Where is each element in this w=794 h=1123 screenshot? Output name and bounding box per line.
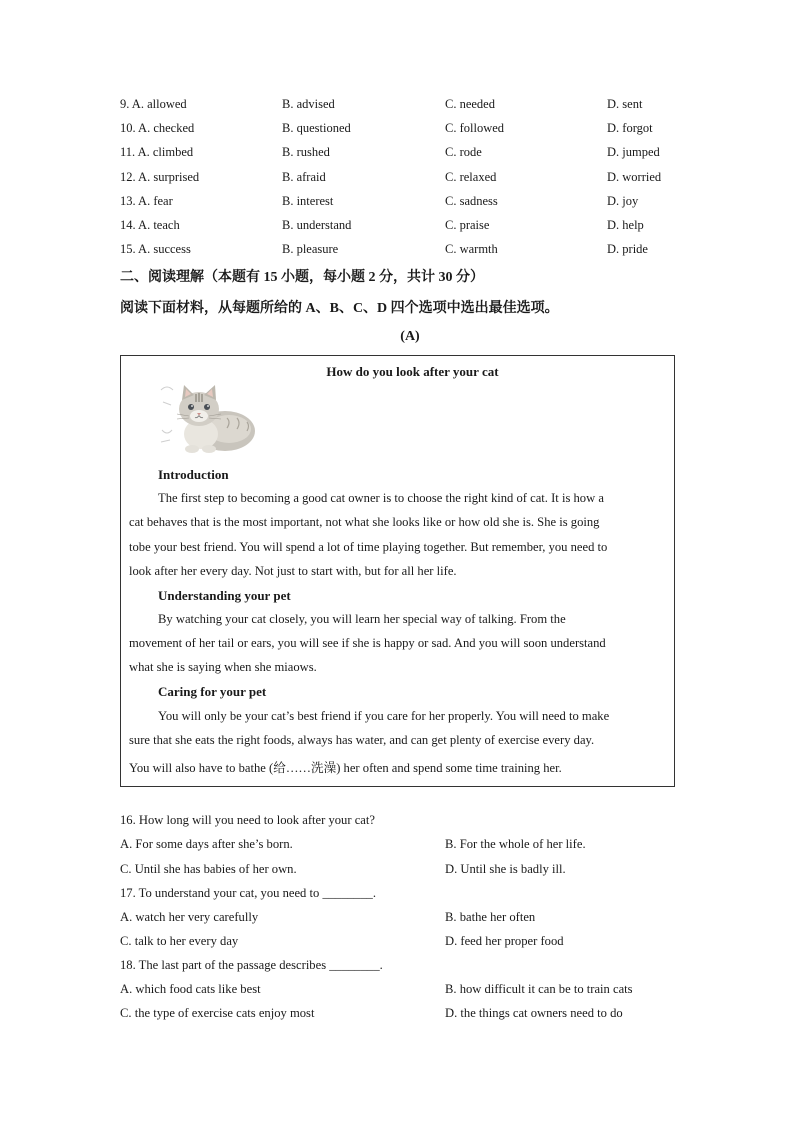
question-17: 17. To understand your cat, you need to ________. xyxy=(120,886,376,900)
intro-line: cat behaves that is the most important, not what she looks like or how old she is. She is going xyxy=(129,515,600,529)
option-b: B. advised xyxy=(282,97,335,111)
option-row-12 xyxy=(0,170,794,194)
passage-box xyxy=(120,355,675,787)
option-c: C. relaxed xyxy=(445,170,497,184)
option-c: C. praise xyxy=(445,218,490,232)
question-17-option-d: D. feed her proper food xyxy=(445,934,564,948)
option-d: D. worried xyxy=(607,170,662,184)
option-row-13 xyxy=(0,194,794,218)
option-c: C. sadness xyxy=(445,194,498,208)
option-c: C. needed xyxy=(445,97,495,111)
option-b: B. understand xyxy=(282,218,352,232)
option-d: D. forgot xyxy=(607,121,653,135)
understanding-line: movement of her tail or ears, you will see if she is happy or sad. And you will soon understand xyxy=(129,636,606,650)
intro-line: tobe your best friend. You will spend a lot of time playing together. But remember, you need to xyxy=(129,540,608,554)
option-b: B. interest xyxy=(282,194,334,208)
question-16-option-c: C. Until she has babies of her own. xyxy=(120,862,297,876)
option-c: C. warmth xyxy=(445,242,498,256)
question-16-option-d: D. Until she is badly ill. xyxy=(445,862,566,876)
question-18-option-a: A. which food cats like best xyxy=(120,982,261,996)
option-d: D. sent xyxy=(607,97,643,111)
option-b: B. afraid xyxy=(282,170,326,184)
option-a: 11. A. climbed xyxy=(120,145,194,159)
option-row-11 xyxy=(0,145,794,169)
option-b: B. rushed xyxy=(282,145,330,159)
caring-line: You will also have to bathe (给……洗澡) her often and spend some time training her. xyxy=(129,761,562,775)
option-c: C. rode xyxy=(445,145,482,159)
intro-line: look after her every day. Not just to start with, but for all her life. xyxy=(129,564,457,578)
option-a: 12. A. surprised xyxy=(120,170,200,184)
option-d: D. pride xyxy=(607,242,648,256)
question-18-option-d: D. the things cat owners need to do xyxy=(445,1006,623,1020)
question-18: 18. The last part of the passage describes ________. xyxy=(120,958,383,972)
section-title: 二、阅读理解（本题有 15 小题，每小题 2 分，共计 30 分） xyxy=(120,270,484,285)
question-17-option-b: B. bathe her often xyxy=(445,910,536,924)
section-instruction: 阅读下面材料，从每题所给的 A、B、C、D 四个选项中选出最佳选项。 xyxy=(120,301,559,316)
cat-image xyxy=(159,382,259,456)
understanding-line: what she is saying when she miaows. xyxy=(129,660,317,674)
caring-heading: Caring for your pet xyxy=(158,684,267,699)
option-b: B. pleasure xyxy=(282,242,339,256)
caring-line: You will only be your cat’s best friend if you care for her properly. You will need to make xyxy=(158,709,610,723)
question-18-option-c: C. the type of exercise cats enjoy most xyxy=(120,1006,315,1020)
understanding-heading: Understanding your pet xyxy=(158,588,291,603)
option-a: 15. A. success xyxy=(120,242,191,256)
option-row-15 xyxy=(0,242,794,266)
question-17-option-a: A. watch her very carefully xyxy=(120,910,259,924)
caring-line: sure that she eats the right foods, always has water, and can get plenty of exercise every day. xyxy=(129,733,595,747)
option-row-10 xyxy=(0,121,794,145)
option-d: D. jumped xyxy=(607,145,660,159)
option-a: 13. A. fear xyxy=(120,194,173,208)
passage-title: How do you look after your cat xyxy=(326,364,499,379)
question-16-option-a: A. For some days after she’s born. xyxy=(120,837,293,851)
question-16-option-b: B. For the whole of her life. xyxy=(445,837,586,851)
option-d: D. joy xyxy=(607,194,639,208)
option-row-9 xyxy=(0,97,794,121)
option-c: C. followed xyxy=(445,121,505,135)
part-label: (A) xyxy=(400,329,420,344)
option-a: 14. A. teach xyxy=(120,218,180,232)
option-row-14 xyxy=(0,218,794,242)
intro-line: The first step to becoming a good cat owner is to choose the right kind of cat. It is how a xyxy=(158,491,604,505)
option-d: D. help xyxy=(607,218,644,232)
understanding-line: By watching your cat closely, you will learn her special way of talking. From the xyxy=(158,612,566,626)
option-a: 9. A. allowed xyxy=(120,97,187,111)
question-18-option-b: B. how difficult it can be to train cats xyxy=(445,982,633,996)
option-a: 10. A. checked xyxy=(120,121,195,135)
question-16: 16. How long will you need to look after your cat? xyxy=(120,813,375,827)
intro-heading: Introduction xyxy=(158,467,229,482)
question-17-option-c: C. talk to her every day xyxy=(120,934,239,948)
option-b: B. questioned xyxy=(282,121,351,135)
